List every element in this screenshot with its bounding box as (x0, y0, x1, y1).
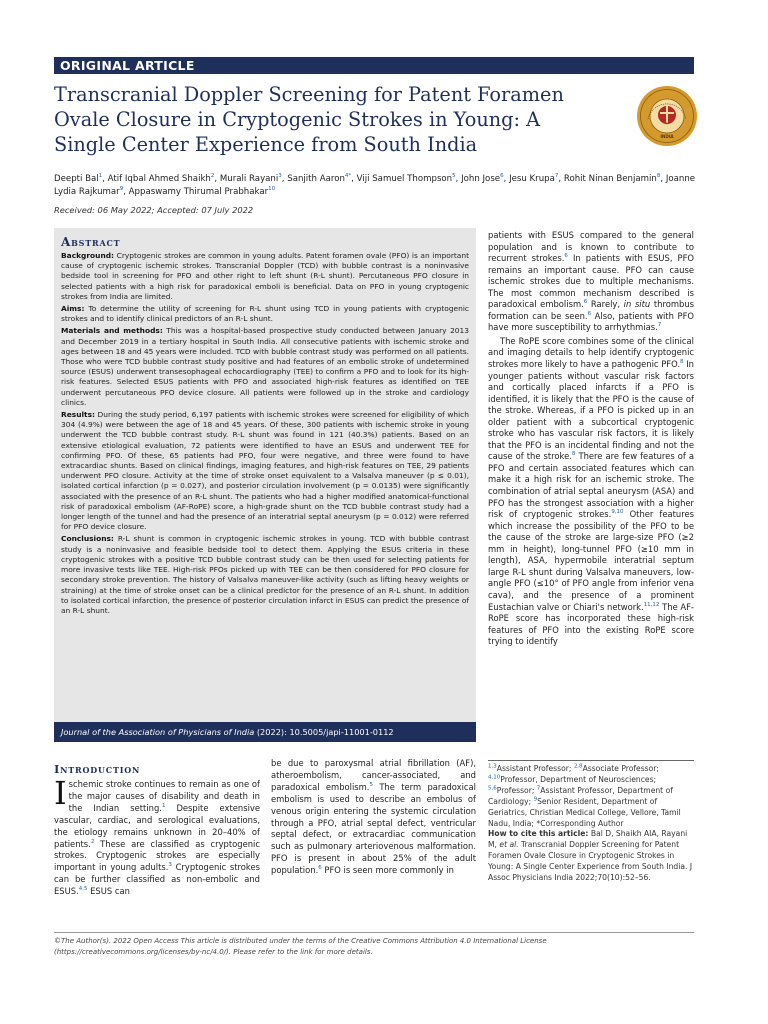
abstract-heading: Abstract (61, 235, 121, 249)
abstract-conclusions: Conclusions: R-L shunt is common in cryptogenic ischemic strokes in young. TCD with bubble contrast study is a noninvasive and feasible bedside tool to detect them. Applying the ESUS criteria in these cryptogenic strokes with a positive TCD bubble contrast study can be then used for selecting patients for more invasive tests like TEE. High-risk PFOs picked up with TEE can be then considered for PFO closure for secondary stroke prevention. The history of Valsalva maneuver-like activity (such as lifting heavy weights or straining) at the time of stroke onset can be a clinical predictor for the presence of an R-L shunt. In addition to isolated cortical infarction, the presence of posterior circulation infarct in ESUS can predict the presence of an R-L shunt. (61, 534, 470, 615)
author-name: Atif Iqbal Ahmed Shaikh (107, 174, 211, 184)
author-name: Joanne Lydia Rajkumar (54, 174, 696, 197)
association-seal-logo (636, 85, 698, 147)
author-name: Murali Rayani (219, 174, 279, 184)
author-name: Sanjith Aaron (287, 174, 345, 184)
abstract-aims: Aims: To determine the utility of screening for R-L shunt using TCD in young patients with cryptogenic strokes and to identify clinical predictors of an R-L shunt. (61, 304, 469, 324)
article-title: Transcranial Doppler Screening for Patent Foramen Ovale Closure in Cryptogenic Strokes in Young: A Single Center Experience from South India (54, 83, 564, 156)
introduction-column-1: Ischemic stroke continues to remain as one of the major causes of disability and death in the Indian setting.$^1$ Despite extensive vascular, cardiac, and serological evaluations, the etiology remains unknown in 20–40% of patients.$^2$ These are classified as cryptogenic strokes. Cryptogenic strokes are especially important in young adults.$^3$ Cryptogenic strokes can be further classified as non-embolic and ESUS.$^{4,5}$ ESUS can (54, 774, 261, 897)
journal-citation-bar: Journal of the Association of Physicians of India (2022): 10.5005/japi-11001-0112 (54, 722, 476, 742)
right-paragraph-2: The RoPE score combines some of the clinical and imaging details to help identify cryptogenic strokes more likely to have a pathogenic PFO.$^8$ In younger patients without vascular risk factors and cortically placed infarcts if a PFO is identified, it is likely that the PFO is the cause of the stroke. Whereas, if a PFO is picked up in an older patient with a subcortical cryptogenic stroke who has vascular risk factors, it is likely that the PFO is an incidental finding and not the cause of the stroke.$^8$ There are few features of a PFO and certain associated features which can make it a high risk for an ischemic stroke. The combination of atrial septal aneurysm (ASA) and PFO has the strongest association with a higher risk of cryptogenic strokes.$^{9,10}$ Other features which increase the possibility of the PFO to be the cause of the stroke are large-size PFO (≥2 mm in height), long-tunnel PFO (≥10 mm in length), ASA, hypermobile interatrial septum large R-L shunt during Valsalva maneuvers, low-angle PFO (≤10° of PFO angle from inferior vena cava), and the presence of a prominent Eustachian valve or Chiari's network.$^{11,12}$ The AF-RoPE score has incorporated these high-risk features of PFO into the existing RoPE score trying to identify (488, 335, 694, 647)
right-paragraph-1: patients with ESUS compared to the general population and is known to contribute to recurrent strokes.$^6$ In patients with ESUS, PFO remains an important cause. PFO can cause ischemic strokes due to multiple mechanisms. The most common mechanism described is paradoxical embolism.$^6$ Rarely, in situ thrombus formation can be seen.$^6$ Also, patients with PFO have more susceptibility to arrhythmias.$^7$ (488, 230, 695, 333)
affiliation-footnote (488, 760, 694, 884)
article-type-banner: ORIGINAL ARTICLE (54, 57, 694, 74)
author-list: Deepti Bal$^1$, Atif Iqbal Ahmed Shaikh$^2$, Murali Rayani$^3$, Sanjith Aaron$^{4*}$, Viji Samuel Thompson$^5$, John Jose$^6$, Jesu Krupa$^7$, Rohit Ninan Benjamin$^8$, Joanne Lydia Rajkumar$^9$, Appaswamy Thirumal Prabhakar$^{10}$ (54, 173, 696, 197)
abstract-box (54, 228, 476, 742)
author-name: Jesu Krupa (509, 174, 555, 184)
how-to-cite: How to cite this article: Bal D, Shaikh AIA, Rayani M, et al. Transcranial Doppler Screening for Patent Foramen Ovale Closure in Cryptogenic Strokes in Young: A Single Center Experience from South India. J Assoc Physicians India 2022;70(10):52–56. (488, 829, 693, 883)
introduction-heading: Introduction (54, 762, 141, 776)
affiliations: $^{1,3}$Assistant Professor; $^{2,8}$Associate Professor; $^{4,10}$Professor, Department of Neurosciences; $^{5,6}$Professor; $^7$Assistant Professor, Department of Cardiology; $^9$Senior Resident, Department of Geriatrics, Christian Medical College, Vellore, Tamil Nadu, India; *Corresponding Author (488, 763, 681, 828)
abstract-background: Background: Cryptogenic strokes are common in young adults. Patent foramen ovale (PFO) is an important cause of cryptogenic ischemic strokes. Transcranial Doppler (TCD) with bubble contrast is a noninvasive bedside tool in screening for PFO and other right to left shunt (R-L shunt). Percutaneous PFO closure in selected patients with a high risk for paradoxical emboli is beneficial. Data on PFO in young cryptogenic strokes from India are limited. (61, 251, 469, 301)
license-divider (54, 932, 694, 933)
abstract-methods: Materials and methods: This was a hospital-based prospective study conducted between January 2013 and December 2019 in a tertiary hospital in South India. All consecutive patients with ischemic stroke and ages between 18 and 45 years were included. TCD with bubble contrast study was performed on all patients. Those who were TCD bubble contrast study positive and had features of an embolic stroke of undetermined source (ESUS) underwent transesophageal echocardiography (TEE) to confirm a PFO and to look for its high-risk features. Selected ESUS patients with PFO and associated high-risk features as identified on TEE underwent percutaneous PFO device closure. All patients were followed up in the stroke and cardiology clinics. (61, 326, 470, 407)
author-name: Appaswamy Thirumal Prabhakar (128, 187, 269, 197)
license-statement: ©The Author(s). 2022 Open Access This article is distributed under the terms of the Creative Commons Attribution 4.0 International License (https://creativecommons.org/licenses/by-nc/4.0/). Please refer to the link for more details. (54, 937, 547, 956)
introduction-column-2: be due to paroxysmal atrial fibrillation (AF), atheroembolism, cancer-associated, and paradoxical embolism.$^5$ The term paradoxical embolism is used to describe an embolus of venous origin entering the systemic circulation through a PFO, atrial septal defect, ventricular septal defect, or extracardiac communication such as pulmonary arteriovenous malformation. PFO is present in about 25% of the adult population.$^6$ PFO is seen more commonly in (271, 758, 476, 876)
right-column-text (488, 230, 694, 648)
abstract-results: Results: During the study period, 6,197 patients with ischemic strokes were screened for eligibility of which 304 (4.9%) were between the age of 18 and 45 years. Of these, 300 patients with ischemic stroke in young underwent the TCD bubble contrast study. R-L shunt was found in 121 (40.3%) patients. Based on an extensive etiological evaluation, 72 patients were identified to have an ESUS and underwent TEE for confirming PFO. Of these, 65 patients had PFO, four were negative, and three were found to have extracardiac shunts. Based on clinical findings, imaging features, and high-risk features on TEE, 29 patients underwent PFO closure. Activity at the time of stroke onset equivalent to a Valsalva maneuver (p ≤ 0.01), isolated cortical infarction (p = 0.027), and posterior circulation involvement (p = 0.0135) were significantly associated with the presence of an R-L shunt. The patients who had a higher modified anatomical-functional risk of paradoxical embolism (AF-RoPE) score, a high-grade shunt on the TCD bubble contrast study had a longer length of the tunnel and had the presence of an interatrial septal aneurysm (p = 0.012) were referred for PFO device closure. (61, 410, 469, 532)
author-name: John Jose (461, 174, 501, 184)
drop-cap: I (54, 774, 67, 812)
logo-bottom-text: INDIA (660, 134, 674, 139)
received-accepted-dates: Received: 06 May 2022; Accepted: 07 July 2022 (54, 205, 254, 215)
author-name: Deepti Bal (54, 174, 99, 184)
author-name: Rohit Ninan Benjamin (563, 174, 657, 184)
author-name: Viji Samuel Thompson (356, 174, 453, 184)
